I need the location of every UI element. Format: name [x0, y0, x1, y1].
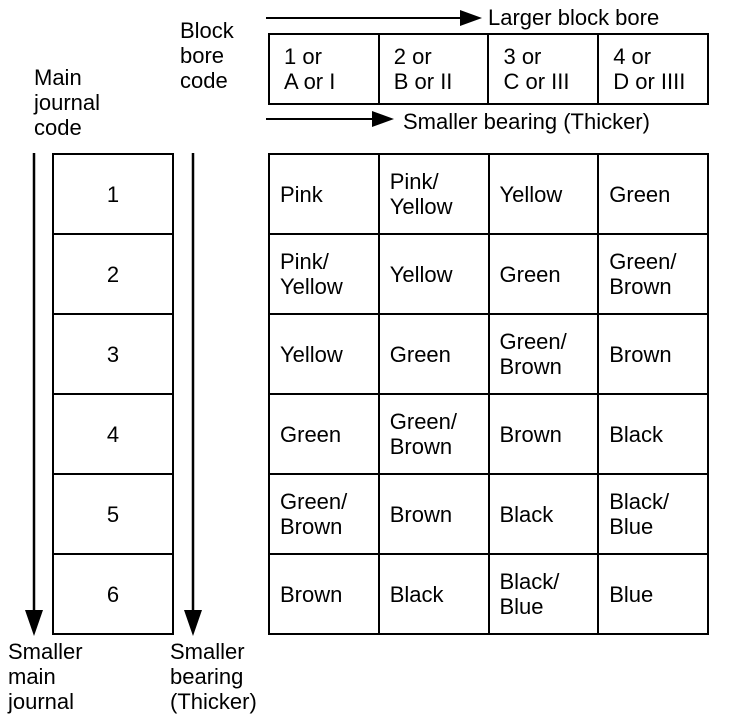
bore-code-row: [269, 34, 708, 104]
bore-code-cell: 1 or A or I: [269, 34, 379, 104]
journal-code-row: [53, 474, 173, 554]
color-cell: Brown: [269, 554, 379, 634]
smaller-bearing-thicker-bottom-label: Smaller bearing (Thicker): [170, 639, 257, 714]
color-cell: Brown: [489, 394, 599, 474]
color-cell: Green: [489, 234, 599, 314]
color-cell: Green/ Brown: [598, 234, 708, 314]
block-bore-code-table: [268, 33, 709, 105]
color-cell: Green: [269, 394, 379, 474]
color-cell: Green/ Brown: [489, 314, 599, 394]
bearing-color-table: [268, 153, 709, 635]
journal-code-row: [53, 154, 173, 234]
color-cell: Black/ Blue: [489, 554, 599, 634]
journal-code-cell: 3: [53, 314, 173, 394]
smaller-bearing-vertical-arrow: [184, 153, 202, 636]
color-cell: Blue: [598, 554, 708, 634]
color-cell: Pink/ Yellow: [379, 154, 489, 234]
smaller-main-journal-arrow: [25, 153, 43, 636]
color-cell: Green: [598, 154, 708, 234]
color-row: [269, 554, 708, 634]
color-cell: Green/ Brown: [269, 474, 379, 554]
color-row: [269, 474, 708, 554]
color-cell: Brown: [379, 474, 489, 554]
main-journal-code-table: [52, 153, 174, 635]
journal-code-cell: 5: [53, 474, 173, 554]
bore-code-cell: 3 or C or III: [488, 34, 598, 104]
journal-code-cell: 2: [53, 234, 173, 314]
main-journal-code-label: Main journal code: [34, 65, 101, 140]
journal-code-row: [53, 554, 173, 634]
color-row: [269, 154, 708, 234]
color-cell: Green/ Brown: [379, 394, 489, 474]
bore-code-cell: 4 or D or IIII: [598, 34, 708, 104]
color-cell: Black: [379, 554, 489, 634]
color-cell: Yellow: [269, 314, 379, 394]
block-bore-code-label: Block bore code: [180, 18, 234, 93]
color-cell: Pink/ Yellow: [269, 234, 379, 314]
color-cell: Brown: [598, 314, 708, 394]
larger-block-bore-label: Larger block bore: [488, 5, 660, 30]
color-row: [269, 234, 708, 314]
journal-code-row: [53, 314, 173, 394]
color-cell: Black: [489, 474, 599, 554]
color-cell: Black: [598, 394, 708, 474]
color-cell: Black/ Blue: [598, 474, 708, 554]
color-cell: Yellow: [379, 234, 489, 314]
color-row: [269, 314, 708, 394]
color-row: [269, 394, 708, 474]
bore-code-cell: 2 or B or II: [379, 34, 489, 104]
color-cell: Pink: [269, 154, 379, 234]
color-cell: Green: [379, 314, 489, 394]
smaller-bearing-thicker-label: Smaller bearing (Thicker): [403, 109, 650, 134]
journal-code-row: [53, 234, 173, 314]
journal-code-cell: 1: [53, 154, 173, 234]
color-cell: Yellow: [489, 154, 599, 234]
journal-code-cell: 4: [53, 394, 173, 474]
smaller-bearing-horizontal-arrow: [266, 111, 394, 127]
smaller-main-journal-label: Smaller main journal: [8, 639, 83, 714]
larger-block-bore-arrow: [266, 10, 482, 26]
journal-code-cell: 6: [53, 554, 173, 634]
journal-code-row: [53, 394, 173, 474]
